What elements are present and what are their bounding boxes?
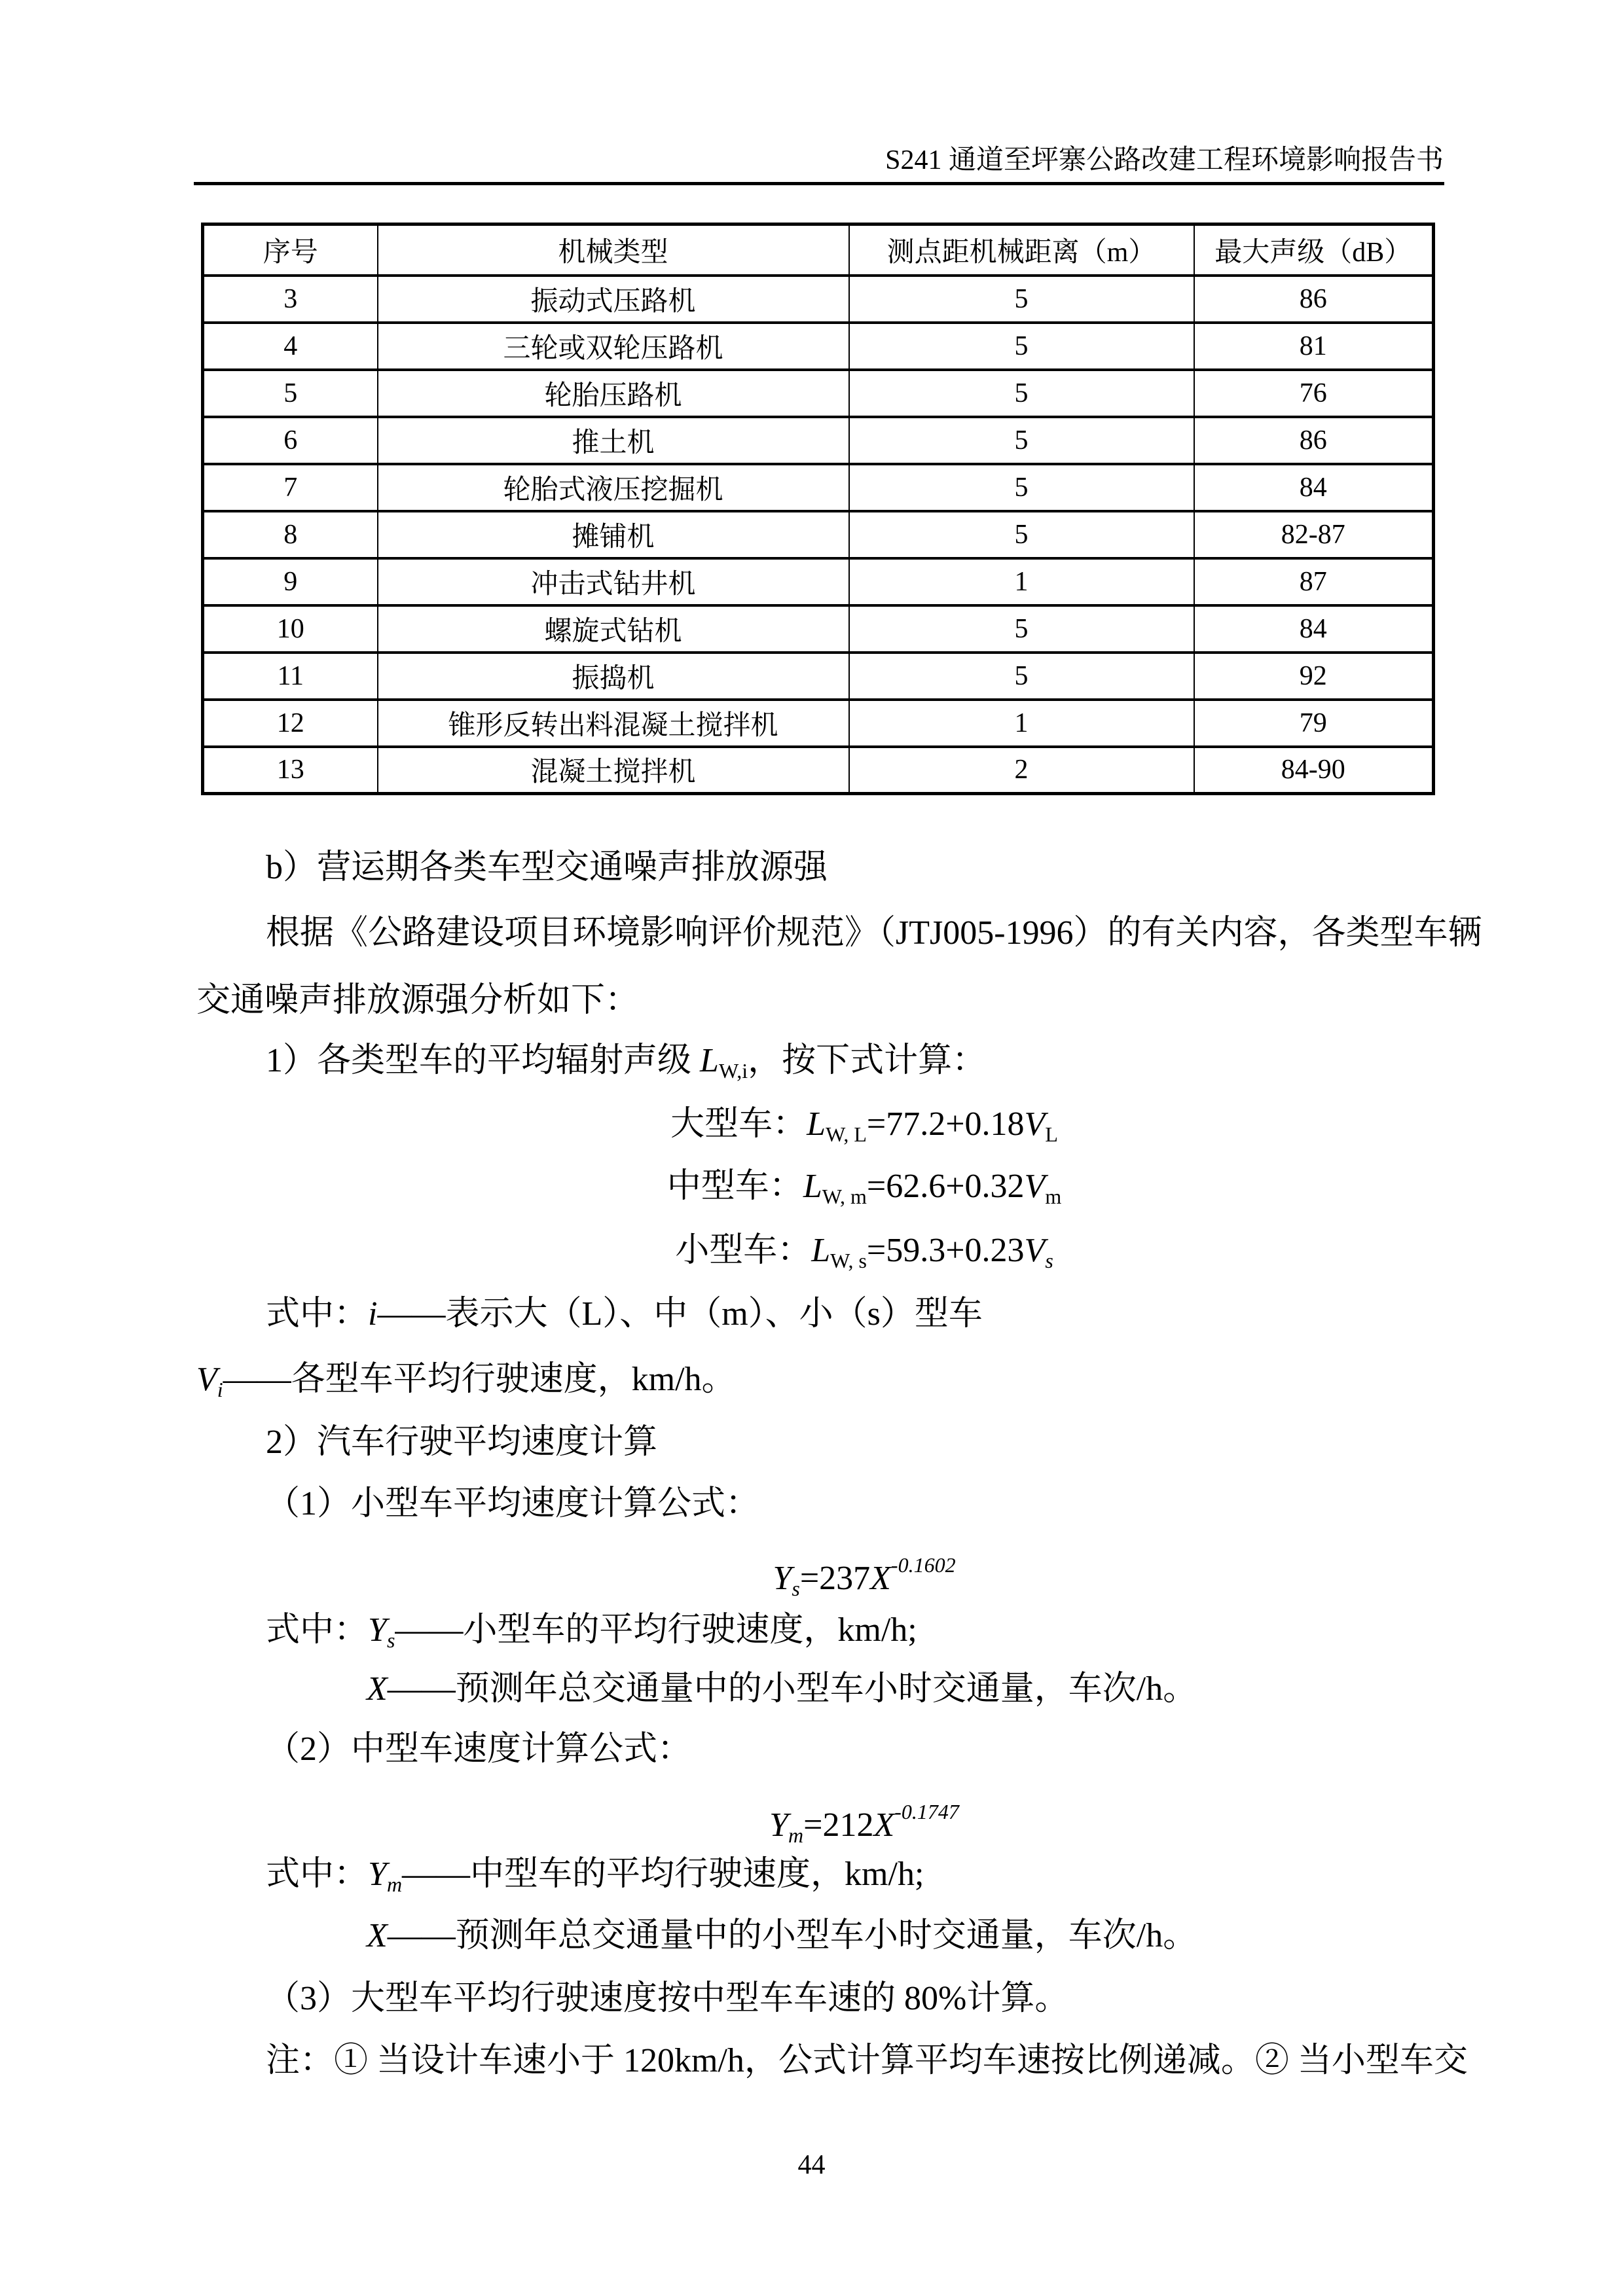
table-row: [203, 323, 1434, 370]
cell-distance: 1: [849, 700, 1194, 747]
column-header: 序号: [203, 224, 378, 276]
cell-no: 3: [203, 276, 378, 323]
cell-machine: 螺旋式钻机: [378, 605, 849, 653]
cell-level: 87: [1194, 558, 1434, 605]
formula-ym: $Y_m=212X^{-0.1747}$: [769, 1800, 959, 1847]
cell-distance: 5: [849, 417, 1194, 464]
cell-no: 6: [203, 417, 378, 464]
table-row: [203, 370, 1434, 417]
table-row: [203, 417, 1434, 464]
table-row: [203, 700, 1434, 747]
cell-level: 76: [1194, 370, 1434, 417]
paragraph-b-heading: b）营运期各类车型交通噪声排放源强: [266, 849, 828, 886]
table-row: [203, 276, 1434, 323]
cell-level: 84-90: [1194, 747, 1434, 794]
where-clause-x2: X——预测年总交通量中的小型车小时交通量，车次/h。: [367, 1917, 1197, 1954]
header-divider: [194, 182, 1444, 185]
where-clause-i: 式中：i——表示大（L）、中（m）、小（s）型车: [266, 1295, 983, 1333]
formula-ys: $Y_s=237X^{-0.1602}$: [773, 1553, 956, 1600]
cell-machine: 轮胎压路机: [378, 370, 849, 417]
item-1-heading: 1）各类型车的平均辐射声级 $L_{W,i}$，按下式计算：: [266, 1042, 987, 1083]
table-row: [203, 747, 1434, 794]
item-2-heading: 2）汽车行驶平均速度计算: [266, 1424, 658, 1461]
cell-level: 84: [1194, 464, 1434, 511]
cell-distance: 5: [849, 464, 1194, 511]
formula-small-vehicle: 小型车：$L_{W, s}=59.3+0.23V_s$: [675, 1232, 1053, 1272]
cell-machine: 轮胎式液压挖掘机: [378, 464, 849, 511]
where-clause-ys: 式中：$Y_s——$小型车的平均行驶速度，km/h;: [266, 1611, 917, 1652]
cell-no: 5: [203, 370, 378, 417]
item-3-heading: （3）大型车平均行驶速度按中型车车速的 80%计算。: [266, 1980, 1069, 2017]
item-2-1-heading: （1）小型车平均速度计算公式：: [266, 1485, 760, 1522]
cell-level: 84: [1194, 605, 1434, 653]
running-header-title: S241 通道至坪寨公路改建工程环境影响报告书: [885, 145, 1444, 175]
cell-machine: 混凝土搅拌机: [378, 747, 849, 794]
cell-level: 86: [1194, 276, 1434, 323]
cell-no: 8: [203, 511, 378, 558]
cell-no: 11: [203, 653, 378, 700]
cell-machine: 摊铺机: [378, 511, 849, 558]
cell-distance: 5: [849, 653, 1194, 700]
formula-medium-vehicle: 中型车：$L_{W, m}=62.6+0.32V_m$: [666, 1168, 1062, 1208]
page-number: 44: [797, 2150, 826, 2180]
cell-no: 13: [203, 747, 378, 794]
column-header: 测点距机械距离（m）: [849, 224, 1194, 276]
cell-distance: 5: [849, 370, 1194, 417]
cell-level: 79: [1194, 700, 1434, 747]
cell-level: 86: [1194, 417, 1434, 464]
cell-machine: 推土机: [378, 417, 849, 464]
cell-distance: 5: [849, 323, 1194, 370]
cell-no: 10: [203, 605, 378, 653]
cell-distance: 1: [849, 558, 1194, 605]
where-clause-x1: X——预测年总交通量中的小型车小时交通量，车次/h。: [367, 1670, 1197, 1708]
noise-source-table: [201, 223, 1435, 795]
cell-machine: 振捣机: [378, 653, 849, 700]
cell-machine: 冲击式钻井机: [378, 558, 849, 605]
cell-no: 7: [203, 464, 378, 511]
formula-large-vehicle: 大型车：$L_{W, L}=77.2+0.18V_L$: [670, 1105, 1058, 1146]
table-row: [203, 605, 1434, 653]
cell-level: 92: [1194, 653, 1434, 700]
paragraph-intro-line1: 根据《公路建设项目环境影响评价规范》（JTJ005-1996）的有关内容，各类型车辆: [266, 914, 1482, 952]
table-row: [203, 653, 1434, 700]
cell-machine: 三轮或双轮压路机: [378, 323, 849, 370]
table-row: [203, 558, 1434, 605]
note-line: 注：① 当设计车速小于 120km/h，公式计算平均车速按比例递减。② 当小型车交: [266, 2042, 1468, 2079]
column-header: 机械类型: [378, 224, 849, 276]
cell-distance: 5: [849, 605, 1194, 653]
where-clause-ym: 式中：$Y_m——$中型车的平均行驶速度，km/h;: [266, 1856, 924, 1896]
cell-no: 12: [203, 700, 378, 747]
cell-no: 4: [203, 323, 378, 370]
cell-no: 9: [203, 558, 378, 605]
cell-level: 82-87: [1194, 511, 1434, 558]
cell-level: 81: [1194, 323, 1434, 370]
where-clause-v: $V_i——$各型车平均行驶速度，km/h。: [196, 1361, 736, 1401]
table-row: [203, 511, 1434, 558]
cell-machine: 锥形反转出料混凝土搅拌机: [378, 700, 849, 747]
cell-distance: 2: [849, 747, 1194, 794]
item-2-2-heading: （2）中型车速度计算公式：: [266, 1731, 692, 1768]
table-row: [203, 464, 1434, 511]
cell-distance: 5: [849, 276, 1194, 323]
table-header-row: [203, 224, 1434, 276]
paragraph-intro-line2: 交通噪声排放源强分析如下：: [196, 982, 640, 1019]
column-header: 最大声级（dB）: [1194, 224, 1434, 276]
cell-machine: 振动式压路机: [378, 276, 849, 323]
cell-distance: 5: [849, 511, 1194, 558]
